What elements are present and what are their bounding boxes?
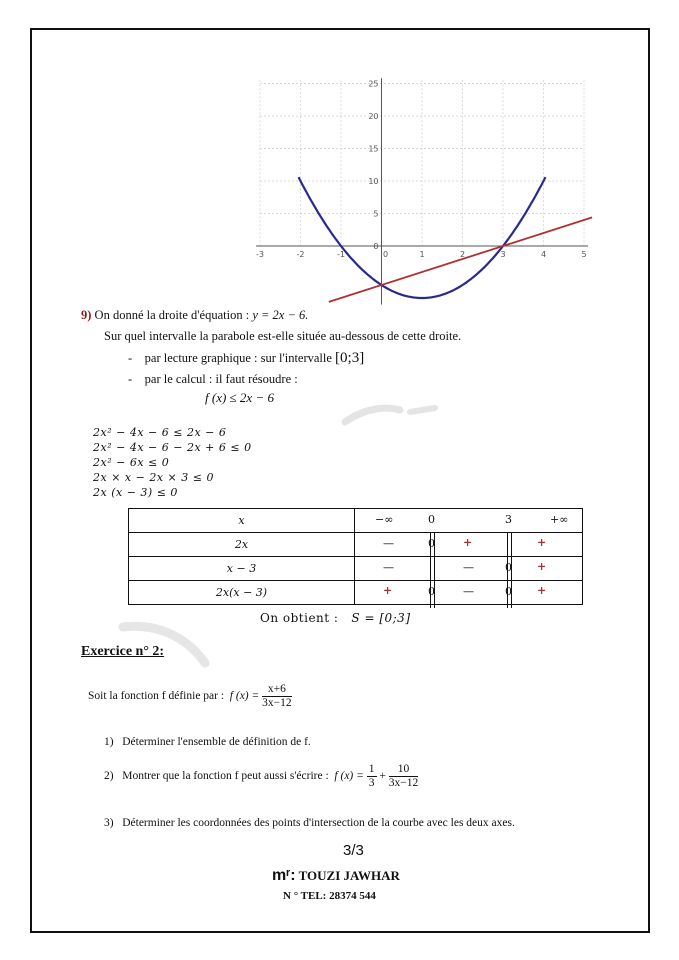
conclusion-value: S = [0;3]: [351, 611, 411, 625]
header-value: +∞: [550, 513, 569, 526]
q3-number: 3): [104, 817, 114, 829]
row-signs: [355, 557, 583, 581]
conclusion-label: On obtient :: [260, 611, 339, 625]
bullet-dash: -: [128, 351, 133, 365]
row-label: 2x: [129, 533, 355, 557]
calc-line: 2x × x − 2x × 3 ≤ 0: [93, 471, 214, 484]
q2-number: 2): [104, 770, 114, 783]
calc-block: [93, 425, 252, 500]
row-label: 2x(x − 3): [129, 581, 355, 605]
x-tick-label: -3: [256, 250, 264, 259]
q9-inequality: f (x) ≤ 2x − 6: [205, 390, 274, 405]
phone-line: N ° TEL: 28374 544: [283, 890, 376, 902]
function-graph: [245, 78, 595, 313]
f-def-denominator: 3x−12: [262, 697, 292, 709]
sign-cell: +: [537, 584, 547, 597]
conclusion: [260, 611, 411, 625]
q2-fraction-2: [389, 763, 419, 790]
line-curve: [329, 217, 592, 302]
author-name: TOUZI JAWHAR: [298, 868, 400, 883]
y-tick-label: 10: [368, 177, 379, 186]
q2-lhs: f (x) =: [334, 770, 364, 783]
header-value: 0: [428, 513, 435, 526]
f-def-fraction: [262, 683, 292, 710]
sign-cell: +: [463, 536, 473, 549]
y-tick-label: 5: [373, 209, 379, 219]
y-tick-label: 25: [368, 79, 379, 89]
q9-bullet1: [128, 350, 364, 367]
x-tick-label: 0: [382, 250, 389, 259]
y-tick-label: 20: [368, 112, 379, 121]
sign-table: [128, 508, 583, 605]
calc-line: 2x² − 6x ≤ 0: [93, 456, 170, 469]
intro-text: Soit la fonction f définie par :: [88, 690, 225, 703]
x-tick-label: 4: [540, 250, 547, 259]
q9-line2: Sur quel intervalle la parabole est-elle située au-dessous de cette droite.: [104, 329, 462, 343]
zero-line-x3: [507, 533, 512, 608]
header-value: −∞: [375, 513, 394, 526]
q9-line1-text: On donné la droite d'équation :: [94, 308, 250, 322]
sign-cell: —: [463, 585, 474, 598]
x-tick-label: 3: [500, 250, 506, 259]
x-tick-label: 2: [459, 250, 466, 259]
author-prefix: mʳ:: [272, 867, 296, 884]
sign-row: [129, 581, 583, 605]
x-tick-label: 5: [581, 250, 587, 259]
f-def-numerator: x+6: [262, 683, 292, 697]
question-3: [104, 817, 515, 829]
bullet1-interval: [0;3]: [335, 350, 365, 366]
exercise-intro: [88, 683, 292, 710]
q9-line-equation: y = 2x − 6.: [252, 308, 309, 322]
row-signs: [355, 533, 583, 557]
header-value: 3: [505, 513, 512, 526]
q9-bullet2: [128, 372, 298, 387]
page-number: 3/3: [343, 842, 364, 859]
q9-number: 9): [81, 308, 92, 322]
sign-row: [129, 533, 583, 557]
zero-mark: 0: [505, 585, 512, 598]
bullet1-text: par lecture graphique : sur l'intervalle: [144, 351, 332, 365]
author-line: [272, 867, 400, 885]
bullet-dash: -: [128, 372, 133, 386]
q1-text: Déterminer l'ensemble de définition de f.: [122, 736, 311, 748]
q2-text: Montrer que la fonction f peut aussi s'écrire :: [122, 770, 329, 783]
q2-fraction-1: [367, 763, 377, 790]
sign-row: [129, 557, 583, 581]
question-1: [104, 736, 311, 748]
sign-cell: +: [537, 560, 547, 573]
zero-mark: 0: [428, 537, 435, 550]
y-tick-label: 0: [373, 242, 379, 251]
q2-plus: +: [379, 770, 386, 783]
sign-table-header-row: [129, 509, 583, 533]
q2-frac1-numerator: 1: [368, 763, 375, 775]
sign-cell: —: [463, 561, 474, 574]
calc-line: 2x (x − 3) ≤ 0: [93, 486, 178, 499]
x-tick-label: -2: [296, 250, 305, 259]
sign-cell: +: [383, 584, 393, 597]
q2-frac2-denominator: 3x−12: [388, 777, 419, 789]
bullet2-text: par le calcul : il faut résoudre :: [144, 372, 298, 386]
f-def-lhs: f (x) =: [229, 690, 260, 703]
zero-mark: 0: [428, 585, 435, 598]
zero-line-x0: [430, 533, 435, 608]
exercise-title: Exercice n° 2:: [81, 644, 165, 659]
header-label: x: [129, 509, 355, 533]
zero-mark: 0: [505, 561, 512, 574]
calc-line: 2x² − 4x − 6 − 2x + 6 ≤ 0: [93, 441, 252, 454]
sign-cell: —: [383, 561, 394, 574]
watermark-smudge: [340, 400, 450, 430]
x-tick-label: -1: [337, 250, 345, 259]
header-values: [355, 509, 583, 533]
sign-cell: +: [537, 536, 547, 549]
y-tick-label: 15: [368, 144, 379, 154]
sign-cell: —: [383, 537, 394, 550]
question-2: [104, 763, 418, 790]
calc-line: 2x² − 4x − 6 ≤ 2x − 6: [93, 426, 227, 439]
q3-text: Déterminer les coordonnées des points d'intersection de la courbe avec les deux axes.: [122, 817, 515, 829]
q2-frac2-numerator: 10: [389, 763, 419, 777]
q9-line1: [81, 308, 308, 323]
q2-frac1-denominator: 3: [368, 777, 375, 789]
x-tick-label: 1: [419, 250, 425, 259]
q1-number: 1): [104, 736, 114, 748]
row-label: x − 3: [129, 557, 355, 581]
row-signs: [355, 581, 583, 605]
